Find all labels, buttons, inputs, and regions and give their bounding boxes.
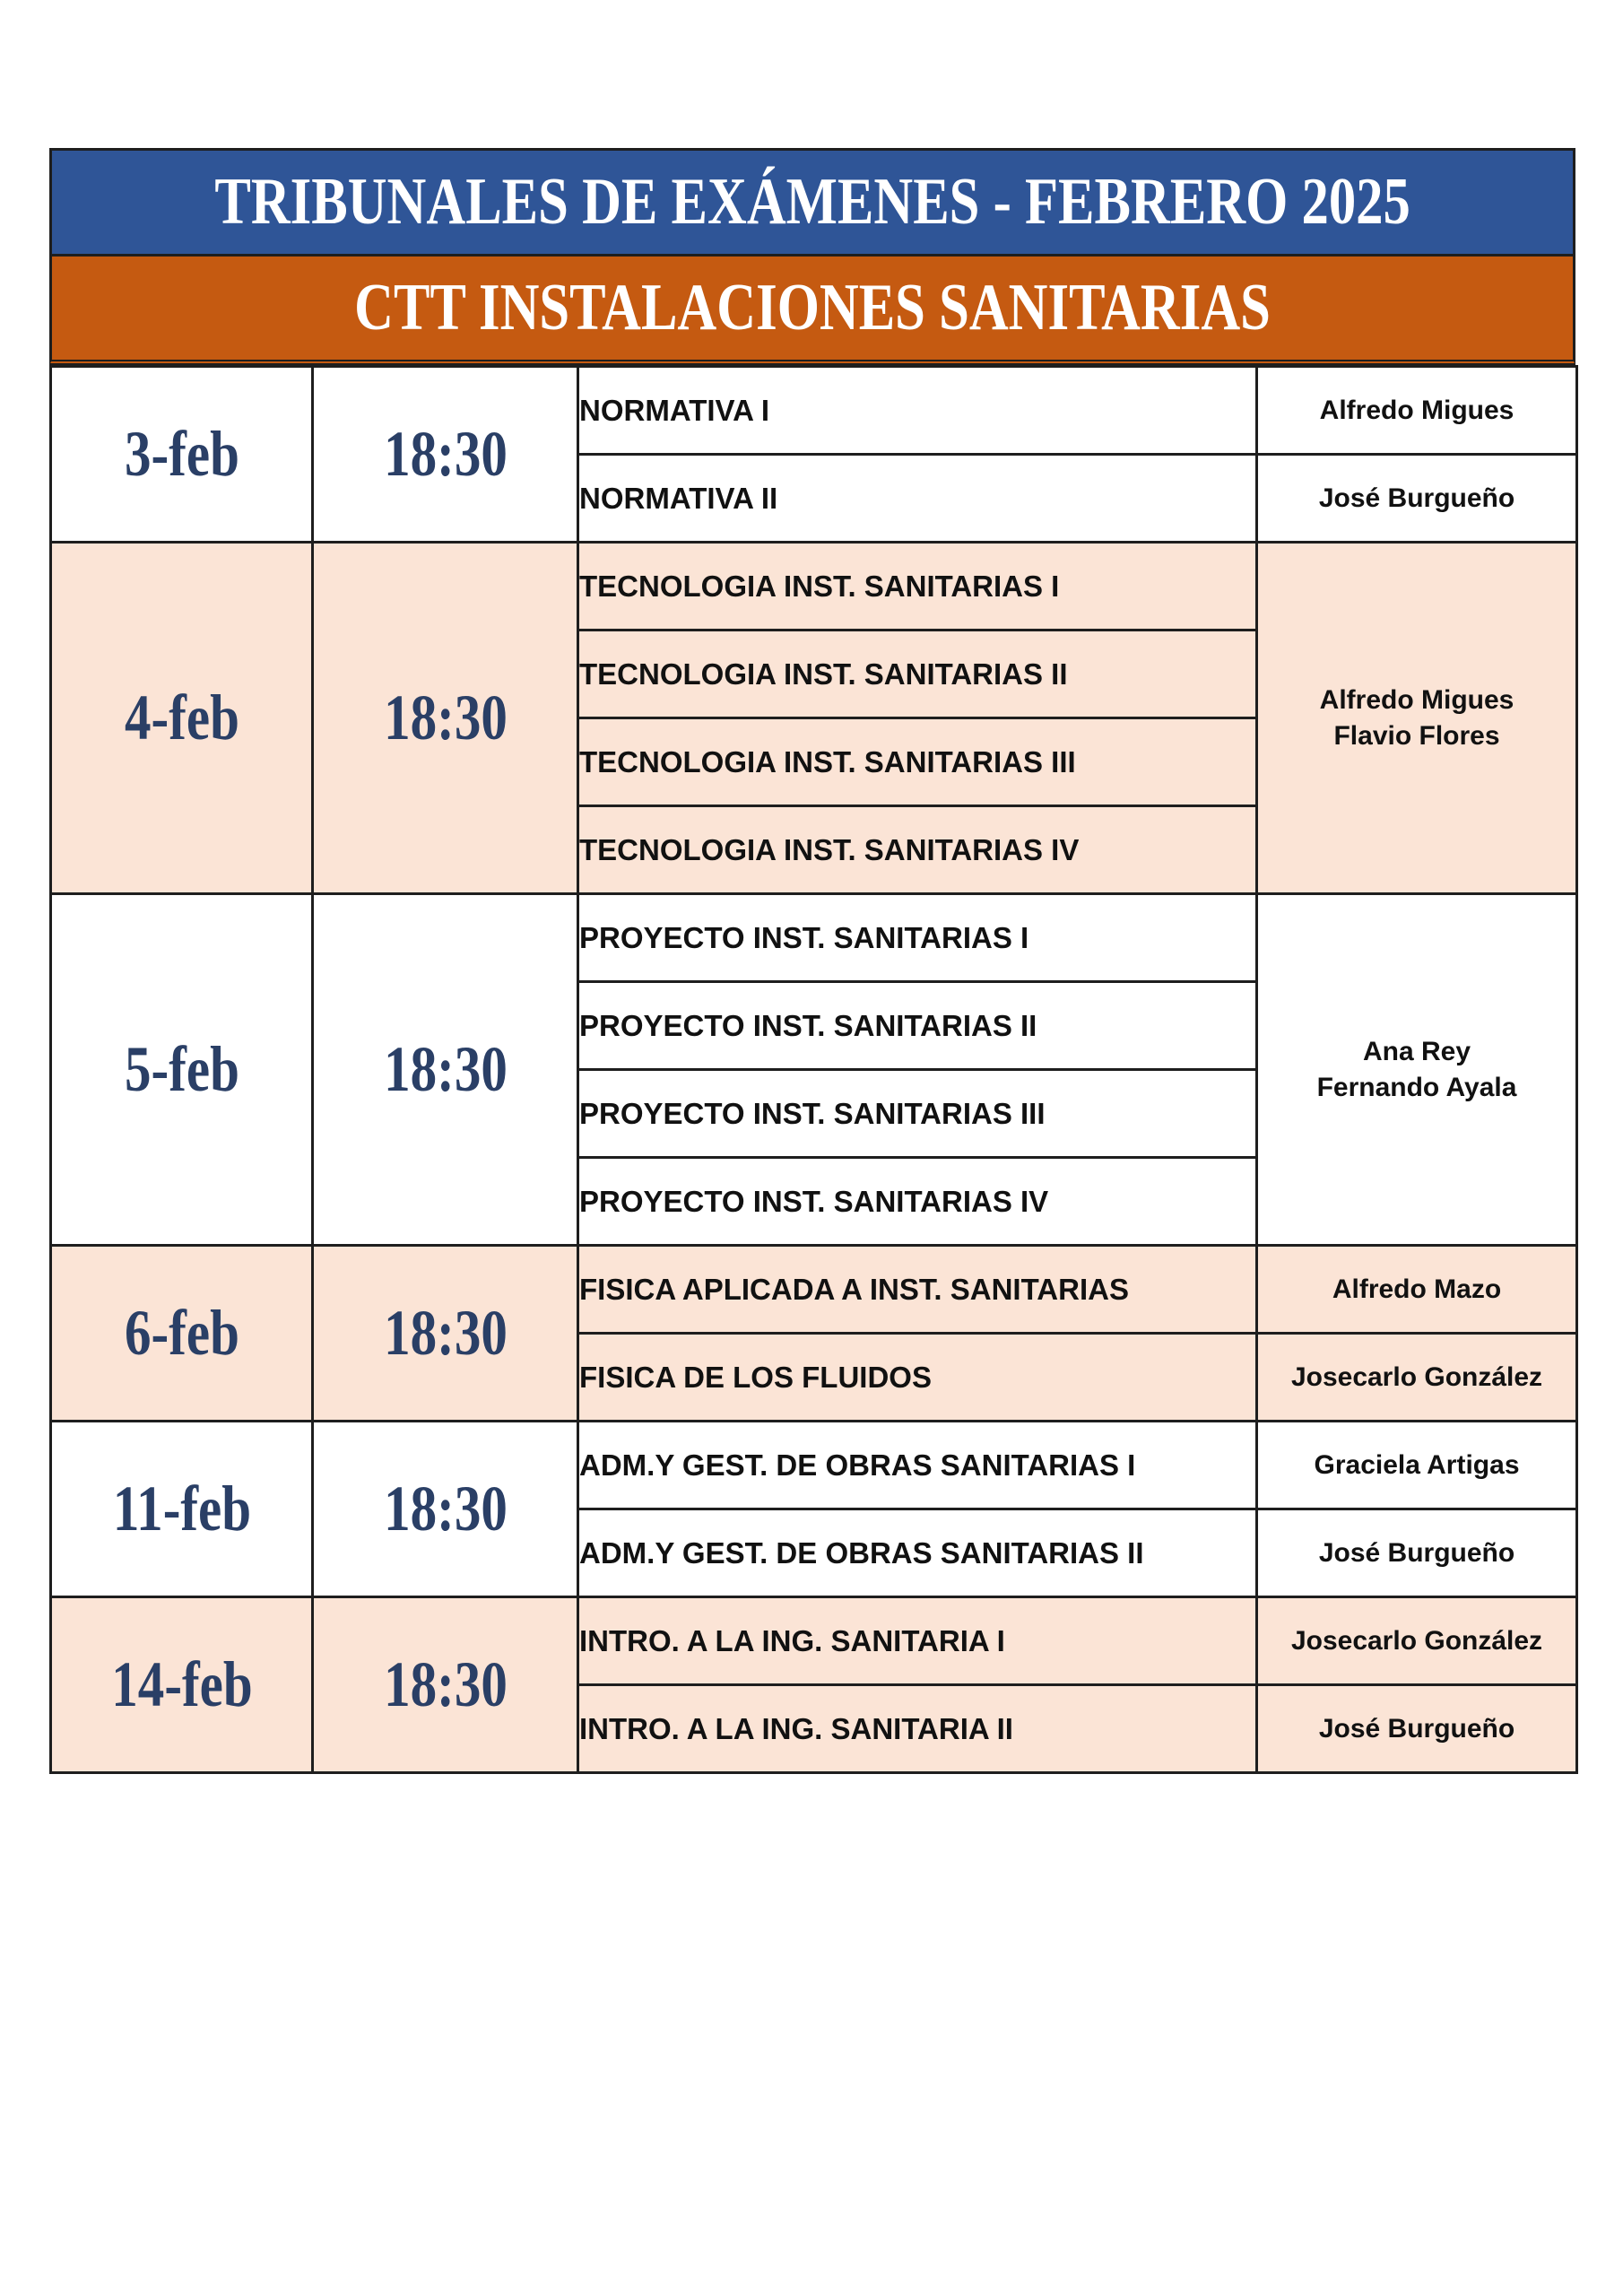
tribunal-member: Josecarlo González: [1290, 1625, 1543, 1656]
tribunal-cell: [1257, 1597, 1577, 1685]
exam-time-cell: [313, 367, 578, 543]
table-row: [51, 543, 1577, 631]
subject-name: FISICA DE LOS FLUIDOS: [578, 1334, 1257, 1422]
page-title: TRIBUNALES DE EXÁMENES - FEBRERO 2025: [214, 165, 1410, 239]
tribunal-cell: [1257, 1246, 1577, 1334]
exam-time: 18:30: [383, 418, 508, 490]
subject-name: PROYECTO INST. SANITARIAS II: [578, 982, 1257, 1070]
exam-time: 18:30: [383, 1297, 508, 1369]
exam-time-cell: [313, 1422, 578, 1597]
tribunal-member: Graciela Artigas: [1314, 1449, 1520, 1480]
tribunal-member: Alfredo Mazo: [1332, 1274, 1502, 1304]
subject-name: PROYECTO INST. SANITARIAS I: [578, 894, 1257, 982]
exam-date: 6-feb: [124, 1297, 239, 1369]
tribunal-member: Fernando Ayala: [1316, 1072, 1517, 1102]
tribunal-cell: [1257, 543, 1577, 894]
subject-name: NORMATIVA I: [578, 367, 1257, 455]
tribunal-member: Ana Rey: [1362, 1036, 1471, 1066]
tribunal-cell: [1257, 1334, 1577, 1422]
exam-time: 18:30: [383, 1033, 508, 1105]
table-row: [51, 894, 1577, 982]
exam-date: 5-feb: [124, 1033, 239, 1105]
program-title: CTT INSTALACIONES SANITARIAS: [354, 271, 1271, 344]
schedule-table: [49, 365, 1578, 1774]
subject-name: ADM.Y GEST. DE OBRAS SANITARIAS II: [578, 1509, 1257, 1597]
table-row: [51, 1246, 1577, 1334]
exam-date-cell: [51, 894, 313, 1246]
subject-name: INTRO. A LA ING. SANITARIA II: [578, 1685, 1257, 1773]
exam-date: 11-feb: [112, 1473, 251, 1544]
tribunal-member: Alfredo Migues: [1319, 684, 1515, 715]
subject-name: ADM.Y GEST. DE OBRAS SANITARIAS I: [578, 1422, 1257, 1509]
tribunal-cell: [1257, 1685, 1577, 1773]
tribunal-cell: [1257, 1422, 1577, 1509]
tribunal-member: Josecarlo González: [1290, 1361, 1543, 1392]
exam-time: 18:30: [383, 1473, 508, 1544]
exam-date-cell: [51, 1597, 313, 1773]
exam-time-cell: [313, 894, 578, 1246]
subject-name: FISICA APLICADA A INST. SANITARIAS: [578, 1246, 1257, 1334]
exam-date: 3-feb: [124, 418, 239, 490]
subject-name: NORMATIVA II: [578, 455, 1257, 543]
exam-date-cell: [51, 367, 313, 543]
tribunal-cell: [1257, 894, 1577, 1246]
tribunal-member: Flavio Flores: [1333, 720, 1500, 751]
table-row: [51, 1597, 1577, 1685]
exam-date: 14-feb: [110, 1648, 253, 1720]
page-title-banner: [49, 148, 1575, 257]
subject-name: TECNOLOGIA INST. SANITARIAS I: [578, 543, 1257, 631]
table-row: [51, 1422, 1577, 1509]
exam-date-cell: [51, 1246, 313, 1422]
subject-name: PROYECTO INST. SANITARIAS III: [578, 1070, 1257, 1158]
subject-name: PROYECTO INST. SANITARIAS IV: [578, 1158, 1257, 1246]
exam-date-cell: [51, 1422, 313, 1597]
program-banner: [49, 257, 1575, 365]
schedule-body: [51, 367, 1577, 1773]
exam-date-cell: [51, 543, 313, 894]
subject-name: TECNOLOGIA INST. SANITARIAS III: [578, 718, 1257, 806]
tribunal-cell: [1257, 455, 1577, 543]
exam-time: 18:30: [383, 682, 508, 753]
tribunal-member: José Burgueño: [1318, 483, 1515, 513]
exam-time-cell: [313, 1246, 578, 1422]
exam-time-cell: [313, 543, 578, 894]
exam-time: 18:30: [383, 1648, 508, 1720]
exam-time-cell: [313, 1597, 578, 1773]
exam-schedule-sheet: [49, 148, 1575, 1774]
tribunal-member: José Burgueño: [1318, 1713, 1515, 1744]
tribunal-cell: [1257, 1509, 1577, 1597]
tribunal-cell: [1257, 367, 1577, 455]
tribunal-member: José Burgueño: [1318, 1537, 1515, 1568]
subject-name: TECNOLOGIA INST. SANITARIAS IV: [578, 806, 1257, 894]
tribunal-member: Alfredo Migues: [1319, 395, 1515, 425]
subject-name: INTRO. A LA ING. SANITARIA I: [578, 1597, 1257, 1685]
subject-name: TECNOLOGIA INST. SANITARIAS II: [578, 631, 1257, 718]
exam-date: 4-feb: [124, 682, 239, 753]
table-row: [51, 367, 1577, 455]
